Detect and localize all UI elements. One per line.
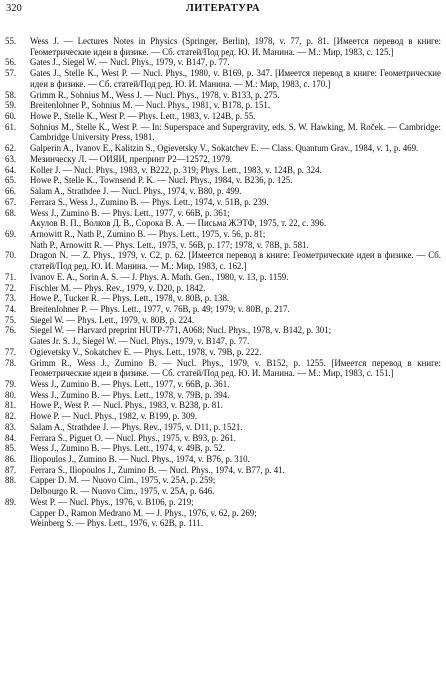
reference-text <box>30 68 441 89</box>
reference-line: Wess J., Zumino B. — Phys. Lett., 1977, v. 66B, p. 361; <box>30 207 230 218</box>
reference-number: 89. <box>5 496 17 507</box>
reference-number: 78. <box>5 357 17 368</box>
reference-item <box>5 143 441 154</box>
reference-item <box>5 304 441 315</box>
reference-number: 88. <box>5 475 17 486</box>
reference-item <box>5 175 441 186</box>
reference-number: 66. <box>5 186 17 197</box>
reference-item <box>5 272 441 283</box>
reference-line: Dragon N. — Z. Phys., 1979, v. C2, p. 62. [Имеется перевод в книге: Геометрические идеи в физике. — Сб. статей/Под ред. Ю. И. Манина. — М.: Мир, 1983, с. 162.] <box>30 250 441 272</box>
reference-line: Wess J., Zumino B. — Phys. Lett., 1978, v. 79B, p. 394. <box>30 389 230 400</box>
reference-text <box>30 422 441 433</box>
reference-number: 73. <box>5 293 17 304</box>
reference-line: Gates J., Siegel W. — Nucl. Phys., 1979, v. B147, p. 77. <box>30 57 230 68</box>
reference-number: 58. <box>5 89 17 100</box>
reference-text <box>30 197 441 208</box>
reference-item <box>5 154 441 165</box>
reference-number: 59. <box>5 100 17 111</box>
reference-line: Breitenlohner P. — Phys. Lett., 1977, v. 76B, p. 49; 1979; v. 80B, p. 217. <box>30 303 290 314</box>
page-header <box>3 3 443 15</box>
reference-number: 68. <box>5 207 17 218</box>
reference-text <box>30 379 441 390</box>
reference-line: Fischler M. — Phys. Rev., 1979, v. D20, p. 1842. <box>30 282 206 293</box>
reference-text <box>30 111 441 122</box>
reference-number: 65. <box>5 175 17 186</box>
page-title: ЛИТЕРАТУРА <box>185 3 261 14</box>
reference-line: Salam A., Strathdee J. — Nucl. Phys., 1974, v. B80, p. 499. <box>30 186 242 197</box>
reference-text <box>30 36 441 57</box>
reference-line: Howe P., Stelle K., Townsend P. K. — Nucl. Phys., 1984, v. B236, p. 125. <box>30 175 293 186</box>
reference-item <box>5 57 441 68</box>
reference-line: Ferrara S., Wess J., Zumino B. — Phys. Lett., 1974, v. 51B, p. 239. <box>30 196 269 207</box>
reference-item <box>5 197 441 208</box>
reference-line: Delbourgo R. — Nuovo Cim., 1975, v. 25A, p. 646. <box>30 486 215 497</box>
reference-text <box>30 122 441 143</box>
reference-text <box>30 175 441 186</box>
reference-item <box>5 465 441 476</box>
reference-line: Ferrara S., Piguet O. — Nucl. Phys., 1975, v. B93, p. 261. <box>30 432 237 443</box>
reference-text <box>30 272 441 283</box>
reference-line: Gates J., Stelle K., West P. — Nucl. Phys., 1980, v. B169, p. 347. [Имеется перевод в книге: Геометрические идеи в физике. — Сб. статей/Под ред. Ю. И. Манина. — М.: Мир, 1983, с. 170.] <box>30 68 441 89</box>
reference-item <box>5 250 441 271</box>
reference-line: Galperin A., Ivanov E., Kalitzin S., Ogievetsky V., Sokatchev E. — Class. Quantum Grav., 1984, v. 1, p. 469. <box>30 143 419 154</box>
reference-text <box>30 165 441 176</box>
reference-text <box>30 433 441 444</box>
reference-text <box>30 90 441 101</box>
reference-number: 86. <box>5 454 17 465</box>
reference-item <box>5 400 441 411</box>
reference-line: Wess J., Zumino B. — Phys. Lett., 1974, v. 49B, p. 52. <box>30 443 225 454</box>
reference-text <box>30 186 441 197</box>
reference-number: 82. <box>5 411 17 422</box>
reference-item <box>5 454 441 465</box>
reference-text <box>30 283 441 294</box>
reference-item <box>5 283 441 294</box>
reference-line: Howe P., Stelle K., West P. — Phys. Lett., 1983, v. 124B, p. 55. <box>30 111 256 122</box>
reference-text <box>30 208 441 229</box>
reference-line: Siegel W. — Harvard preprint HUTP-771, A068; Nucl. Phys., 1978, v. B142, p. 301; <box>30 325 332 336</box>
reference-text <box>30 390 441 401</box>
reference-line: Мезинческу Л. — ОИЯИ, препринт Р2—12572, 1979. <box>30 153 233 164</box>
reference-number: 69. <box>5 228 17 239</box>
reference-number: 84. <box>5 432 17 443</box>
reference-item <box>5 433 441 444</box>
reference-item <box>5 379 441 390</box>
reference-item <box>5 347 441 358</box>
reference-item <box>5 186 441 197</box>
reference-number: 64. <box>5 164 17 175</box>
reference-number: 61. <box>5 121 17 132</box>
reference-number: 85. <box>5 443 17 454</box>
reference-line: Capper D., Ramon Medrano M. — J. Phys., 1976, v. 62, p. 269; <box>30 507 257 518</box>
reference-line: Siegel W. — Phys. Lett., 1979, v. 80B, p. 224. <box>30 314 195 325</box>
reference-item <box>5 315 441 326</box>
reference-line: Capper D. M. — Nuovo Cim., 1975, v. 25A, p. 259; <box>30 475 216 486</box>
reference-number: 57. <box>5 68 17 79</box>
reference-line: Wess J., Zumino B. — Phys. Lett., 1977, v. 66B, p. 361. <box>30 379 230 389</box>
reference-line: Ferrara S., Iliopoulos J., Zumino B. — Nucl. Phys., 1974, v. B77, p. 41. <box>30 464 285 475</box>
reference-line: Howe P., Tucker R. — Phys. Lett., 1978, v. 80B, p. 138. <box>30 293 230 304</box>
reference-text <box>30 250 441 271</box>
reference-line: Grimm R., Wess J., Zumino B. — Nucl. Phys., 1979, v. B152, p. 1255. [Имеется перевод в книге: Геометрические идеи в физике. — Сб. статей/Под ред. Ю. И. Манина. — М.: Мир, 1983, с. 151.] <box>30 357 441 379</box>
reference-text <box>30 475 441 496</box>
reference-line: Sohnius M., Stelle K., West P. — In: Superspace and Supergravity, eds. S. W. Hawking, M. Roček. — Cambridge: Cambridge University Press, 1981. <box>30 121 441 143</box>
reference-line: Gates Jr. S. J., Siegel W. — Nucl. Phys., 1979, v. B147, p. 77. <box>30 336 250 347</box>
reference-number: 62. <box>5 143 17 154</box>
reference-line: Ogievetsky V., Sokatchev E. — Phys. Lett., 1978, v. 79B, p. 222. <box>30 346 262 357</box>
reference-line: Iliopoulos J., Zumino B. — Nucl. Phys., 1974, v. B76, p. 310. <box>30 454 250 465</box>
reference-line: Arnowitt R., Nath P., Zumino B. — Phys. Lett., 1975, v. 56, p. 81; <box>30 228 266 239</box>
reference-number: 79. <box>5 379 17 389</box>
reference-text <box>30 100 441 111</box>
reference-text <box>30 465 441 476</box>
reference-item <box>5 68 441 89</box>
reference-number: 76. <box>5 325 17 336</box>
reference-text <box>30 304 441 315</box>
reference-number: 74. <box>5 303 17 314</box>
reference-item <box>5 325 441 346</box>
reference-line: Howe P. — Nucl. Phys., 1982, v. B199, p. 309. <box>30 411 198 422</box>
reference-number: 55. <box>5 36 17 46</box>
reference-text <box>30 454 441 465</box>
reference-item <box>5 443 441 454</box>
reference-item <box>5 475 441 496</box>
reference-number: 72. <box>5 282 17 293</box>
reference-line: Salam A., Strathdee J. — Phys. Rev., 1975, v. D11, p. 1521. <box>30 421 243 432</box>
reference-item <box>5 111 441 122</box>
reference-number: 67. <box>5 196 17 207</box>
reference-line: Grimm R., Sohnius M., Wess J. — Nucl. Phys., 1978, v. B133, p. 275. <box>30 89 280 100</box>
reference-text <box>30 411 441 422</box>
reference-text <box>30 315 441 326</box>
reference-text <box>30 154 441 165</box>
reference-list <box>5 36 441 529</box>
reference-line: Ivanov E. A., Sorin A. S. — J. Phys. A. Math. Gen., 1980, v. 13, p. 1159. <box>30 271 289 282</box>
reference-number: 60. <box>5 111 17 122</box>
reference-item <box>5 229 441 250</box>
reference-item <box>5 36 441 57</box>
reference-item <box>5 497 441 529</box>
reference-item <box>5 358 441 379</box>
reference-line: Nath P., Arnowitt R. — Phys. Lett., 1975, v. 56B, p. 177; 1978, v. 78B, p. 581. <box>30 239 309 250</box>
reference-text <box>30 400 441 411</box>
reference-line: Breitenlohner P., Sohnius M. — Nucl. Phys., 1981, v. B178, p. 151. <box>30 100 271 111</box>
reference-text <box>30 325 441 346</box>
reference-number: 81. <box>5 400 17 411</box>
reference-line: Wess J. — Lectures Notes in Physics (Springer, Berlin), 1978, v. 77, p. 81. [Имеется перевод в книге: Геометрические идеи в физике. — Сб. статей/Под ред. Ю. И. Манина. — М.: Мир, 1983, с. 125.] <box>30 36 441 57</box>
reference-item <box>5 100 441 111</box>
reference-line: Weinberg S. — Phys. Lett., 1976, v. 62B, p. 111. <box>30 518 203 529</box>
reference-number: 87. <box>5 464 17 475</box>
reference-line: Koller J. — Nucl. Phys., 1983, v. B222, p. 319; Phys. Lett., 1983, v. 124B, p. 324. <box>30 164 322 175</box>
reference-line: West P. — Nucl. Phys., 1976, v. B106, p. 219; <box>30 496 194 507</box>
reference-item <box>5 411 441 422</box>
reference-item <box>5 122 441 143</box>
reference-number: 70. <box>5 250 17 261</box>
page-number: 320 <box>6 3 22 14</box>
reference-text <box>30 229 441 250</box>
reference-item <box>5 208 441 229</box>
reference-line: Акулов В. П., Волков Д. В., Сорока В. А. — Письма ЖЭТФ, 1975, т. 22, с. 396. <box>30 218 327 229</box>
reference-number: 71. <box>5 271 17 282</box>
reference-item <box>5 293 441 304</box>
reference-text <box>30 143 441 154</box>
reference-item <box>5 165 441 176</box>
reference-number: 83. <box>5 421 17 432</box>
reference-number: 56. <box>5 57 17 68</box>
reference-text <box>30 347 441 358</box>
reference-item <box>5 422 441 433</box>
reference-number: 77. <box>5 346 17 357</box>
reference-item <box>5 90 441 101</box>
reference-number: 63. <box>5 153 17 164</box>
reference-text <box>30 497 441 529</box>
reference-text <box>30 358 441 379</box>
reference-number: 75. <box>5 314 17 325</box>
reference-item <box>5 390 441 401</box>
reference-line: Howe P., West P. — Nucl. Phys., 1983, v. B238, p. 81. <box>30 400 223 411</box>
reference-number: 80. <box>5 389 17 400</box>
reference-text <box>30 57 441 68</box>
reference-text <box>30 443 441 454</box>
reference-text <box>30 293 441 304</box>
